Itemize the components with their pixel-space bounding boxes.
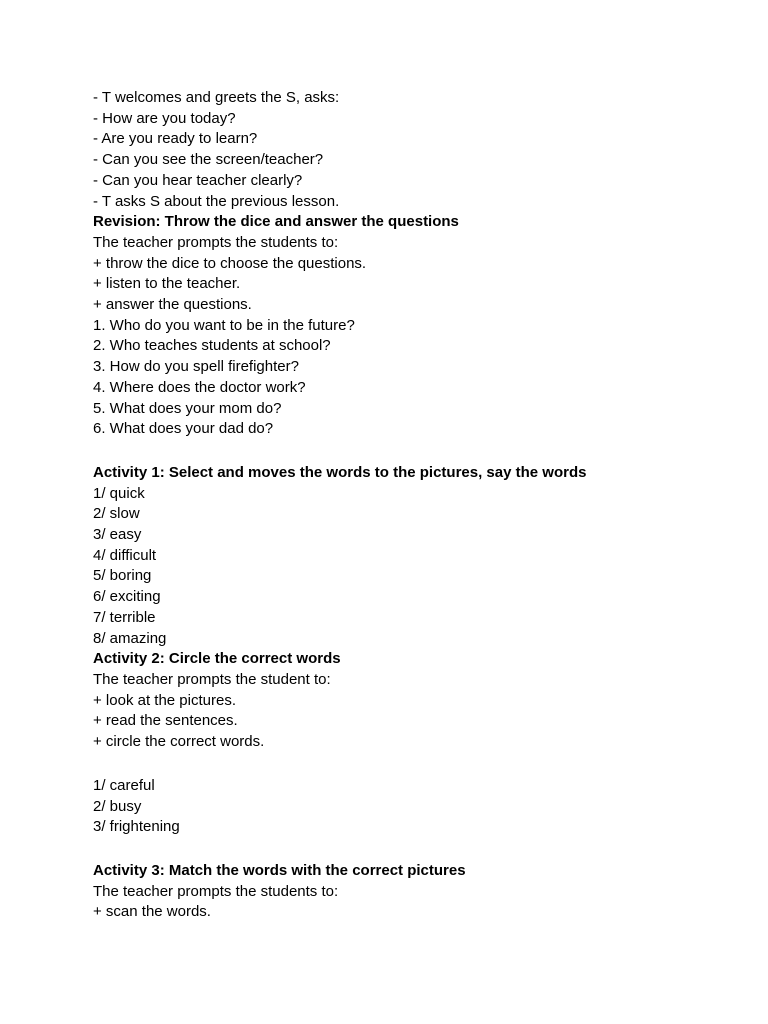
activity2-section: [93, 649, 733, 838]
intro-line: - Can you see the screen/teacher?: [93, 151, 324, 169]
revision-line: + answer the questions.: [93, 296, 252, 314]
revision-line: The teacher prompts the students to:: [93, 233, 339, 251]
activity1-word: 7/ terrible: [93, 608, 156, 626]
intro-line: - How are you today?: [93, 109, 236, 127]
activity2-line: + look at the pictures.: [93, 691, 236, 709]
revision-question: 2. Who teaches students at school?: [93, 337, 331, 355]
activity1-word: 6/ exciting: [93, 588, 161, 606]
activity2-word: 1/ careful: [93, 776, 155, 794]
activity2-line: The teacher prompts the student to:: [93, 670, 331, 688]
spacer: [93, 838, 733, 861]
activity2-line: + read the sentences.: [93, 712, 238, 730]
activity1-word: 3/ easy: [93, 526, 142, 544]
spacer: [93, 753, 733, 776]
activity3-heading: Activity 3: Match the words with the correct pictures: [93, 861, 466, 879]
activity1-section: [93, 463, 733, 649]
intro-line: - T asks S about the previous lesson.: [93, 192, 340, 210]
activity3-line: + scan the words.: [93, 903, 211, 921]
activity3-line: The teacher prompts the students to:: [93, 882, 339, 900]
activity2-heading: Activity 2: Circle the correct words: [93, 650, 341, 668]
activity1-word: 2/ slow: [93, 505, 140, 523]
intro-section: [93, 88, 733, 212]
activity1-word: 1/ quick: [93, 484, 145, 502]
activity3-section: [93, 861, 733, 923]
revision-line: + listen to the teacher.: [93, 275, 241, 293]
activity1-word: 5/ boring: [93, 567, 152, 585]
intro-line: - T welcomes and greets the S, asks:: [93, 89, 340, 106]
activity1-word: 8/ amazing: [93, 629, 167, 647]
spacer: [93, 440, 733, 463]
intro-line: - Are you ready to learn?: [93, 130, 258, 148]
revision-heading: Revision: Throw the dice and answer the questions: [93, 213, 459, 231]
revision-question: 1. Who do you want to be in the future?: [93, 316, 355, 334]
revision-line: + throw the dice to choose the questions.: [93, 254, 367, 272]
revision-section: [93, 212, 733, 440]
activity2-line: + circle the correct words.: [93, 733, 265, 751]
activity2-word: 3/ frightening: [93, 818, 180, 836]
activity1-heading: Activity 1: Select and moves the words to the pictures, say the words: [93, 463, 587, 481]
revision-question: 3. How do you spell firefighter?: [93, 358, 299, 376]
revision-question: 5. What does your mom do?: [93, 399, 282, 417]
activity1-word: 4/ difficult: [93, 546, 157, 564]
activity2-word: 2/ busy: [93, 797, 142, 815]
revision-question: 6. What does your dad do?: [93, 420, 274, 438]
revision-question: 4. Where does the doctor work?: [93, 378, 306, 396]
document-page: [93, 88, 733, 923]
intro-line: - Can you hear teacher clearly?: [93, 171, 303, 189]
